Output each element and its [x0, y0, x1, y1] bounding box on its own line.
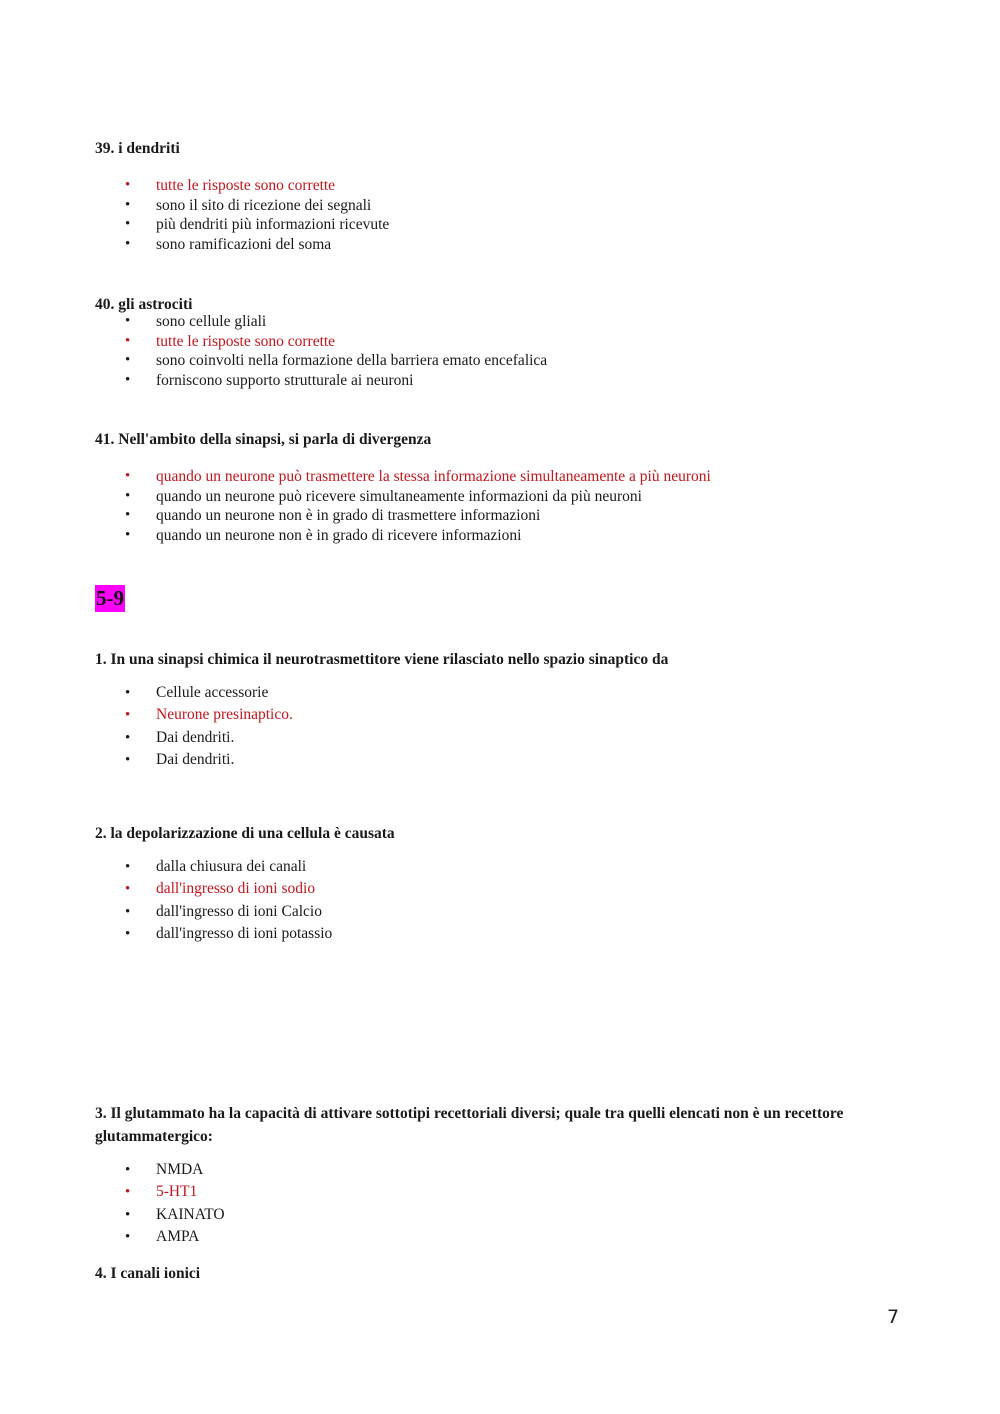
- section-question-2: [95, 822, 875, 945]
- answer-list: [95, 682, 875, 771]
- answer-option: • Cellule accessorie: [95, 682, 875, 704]
- answer-option-correct: • tutte le risposte sono corrette: [95, 176, 875, 196]
- question-title: 3. Il glutammato ha la capacità di attivare sottotipi recettoriali diversi; quale tra quelli elencati non è un recettore glutammatergico:: [95, 1105, 844, 1145]
- section-question-3: [95, 1102, 855, 1248]
- answer-list: [95, 467, 875, 545]
- answer-option: • KAINATO: [95, 1204, 855, 1226]
- question-title: 1. In una sinapsi chimica il neurotrasmettitore viene rilasciato nello spazio sinaptico da: [95, 651, 669, 668]
- answer-option-correct: • quando un neurone può trasmettere la stessa informazione simultaneamente a più neuroni: [95, 467, 875, 487]
- question-39: [95, 137, 875, 254]
- section-heading: 5-9: [96, 586, 124, 610]
- answer-option: • più dendriti più informazioni ricevute: [95, 215, 875, 235]
- answer-option: • quando un neurone può ricevere simultaneamente informazioni da più neuroni: [95, 487, 875, 507]
- answer-option: • dall'ingresso di ioni Calcio: [95, 901, 875, 923]
- section-question-4: [95, 1262, 875, 1285]
- question-title: 4. I canali ionici: [95, 1265, 201, 1282]
- answer-option-correct: • tutte le risposte sono corrette: [95, 332, 875, 352]
- question-title: 41. Nell'ambito della sinapsi, si parla di divergenza: [95, 431, 432, 448]
- question-title: 39. i dendriti: [95, 140, 180, 157]
- question-title: 40. gli astrociti: [95, 296, 193, 313]
- answer-option: • sono coinvolti nella formazione della barriera emato encefalica: [95, 351, 875, 371]
- answer-option: • sono ramificazioni del soma: [95, 235, 875, 255]
- answer-option: • quando un neurone non è in grado di ricevere informazioni: [95, 526, 875, 546]
- answer-option: • Dai dendriti.: [95, 749, 875, 771]
- question-41: [95, 428, 875, 545]
- answer-option-correct: • 5-HT1: [95, 1181, 855, 1203]
- answer-option-correct: • Neurone presinaptico.: [95, 704, 875, 726]
- answer-list: [95, 856, 875, 945]
- page-number: 7: [887, 1306, 900, 1328]
- answer-list: [95, 1159, 855, 1248]
- question-title: 2. la depolarizzazione di una cellula è causata: [95, 825, 395, 842]
- answer-option: • AMPA: [95, 1226, 855, 1248]
- question-40: [95, 293, 875, 390]
- answer-option: • dalla chiusura dei canali: [95, 856, 875, 878]
- answer-option: • NMDA: [95, 1159, 855, 1181]
- answer-option-correct: • dall'ingresso di ioni sodio: [95, 878, 875, 900]
- answer-option: • Dai dendriti.: [95, 727, 875, 749]
- answer-option: • quando un neurone non è in grado di trasmettere informazioni: [95, 506, 875, 526]
- answer-list: [95, 176, 875, 254]
- section-question-1: [95, 648, 875, 771]
- answer-option: • forniscono supporto strutturale ai neuroni: [95, 371, 875, 391]
- answer-option: • sono cellule gliali: [95, 312, 875, 332]
- answer-list: [95, 312, 875, 390]
- answer-option: • sono il sito di ricezione dei segnali: [95, 196, 875, 216]
- answer-option: • dall'ingresso di ioni potassio: [95, 923, 875, 945]
